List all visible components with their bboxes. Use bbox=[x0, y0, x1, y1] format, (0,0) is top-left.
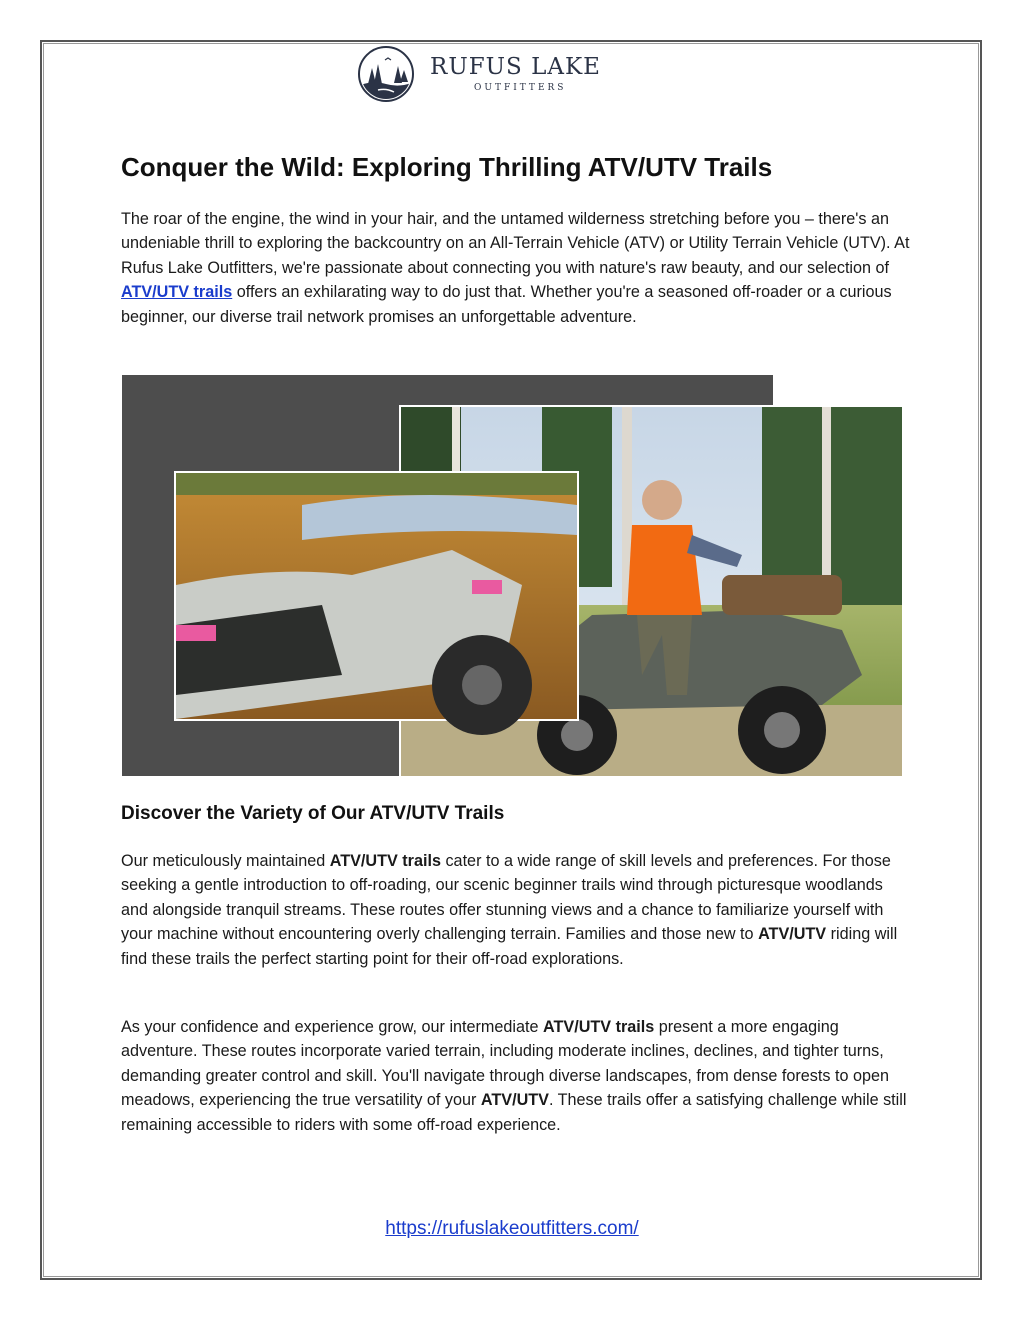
para3-bold-atv-utv-trails: ATV/UTV trails bbox=[543, 1018, 655, 1036]
atv-utv-trails-link[interactable]: ATV/UTV trails bbox=[121, 283, 233, 302]
brand-name: RUFUS LAKE bbox=[430, 54, 601, 80]
para2-text: riding will find these trails the perfect starting point for their off-road explorations. bbox=[121, 925, 898, 968]
hero-image-collage bbox=[122, 375, 904, 776]
para2-text: Our meticulously maintained bbox=[121, 852, 330, 870]
logo-emblem-icon bbox=[358, 46, 414, 102]
para2-bold-atv-utv: ATV/UTV bbox=[758, 925, 827, 944]
intro-paragraph bbox=[121, 207, 911, 329]
section-heading: Discover the Variety of Our ATV/UTV Trails bbox=[121, 803, 505, 824]
intro-text-before: The roar of the engine, the wind in your hair, and the untamed wilderness stretching before you – there's an undeniable thrill to exploring the backcountry on an All-Terrain Vehicle (ATV) or Utility Terrain Vehicle (UTV). At Rufus Lake Outfitters, we're passionate about connecting you with nature's raw beauty, and our selection of bbox=[121, 210, 910, 277]
para2-text: cater to a wide range of skill levels and preferences. For those seeking a gentle introduction to off-roading, our scenic beginner trails wind through picturesque woodlands and alongside tranquil streams. These routes offer stunning views and a chance to familiarize yourself with your machine without encountering overly challenging terrain. Families and those new to bbox=[121, 852, 891, 944]
para3-text: present a more engaging adventure. These routes incorporate varied terrain, including moderate inclines, declines, and tighter turns, demanding greater control and skill. You'll navigate through diverse landscapes, from dense forests to open meadows, experiencing the true versatility of your bbox=[121, 1018, 889, 1110]
intro-text-after: offers an exhilarating way to do just that. Whether you're a seasoned off-roader or a curious beginner, our diverse trail network promises an unforgettable adventure. bbox=[121, 283, 892, 326]
brand-logo[interactable] bbox=[356, 44, 601, 104]
para3-bold-atv-utv: ATV/UTV bbox=[480, 1091, 549, 1110]
marsh-atv-photo bbox=[174, 471, 579, 735]
footer-website-link[interactable]: https://rufuslakeoutfitters.com/ bbox=[385, 1218, 639, 1239]
brand-subtitle: OUTFITTERS bbox=[474, 83, 567, 93]
para3-text: . These trails offer a satisfying challenge while still remaining accessible to riders with some off-road experience. bbox=[121, 1091, 907, 1134]
para2-bold-atv-utv-trails: ATV/UTV trails bbox=[329, 852, 441, 870]
intermediate-trails-paragraph bbox=[121, 1015, 911, 1137]
trails-variety-paragraph bbox=[121, 849, 911, 971]
para3-text: As your confidence and experience grow, our intermediate bbox=[121, 1018, 544, 1036]
article-title: Conquer the Wild: Exploring Thrilling ATV/UTV Trails bbox=[121, 152, 773, 182]
